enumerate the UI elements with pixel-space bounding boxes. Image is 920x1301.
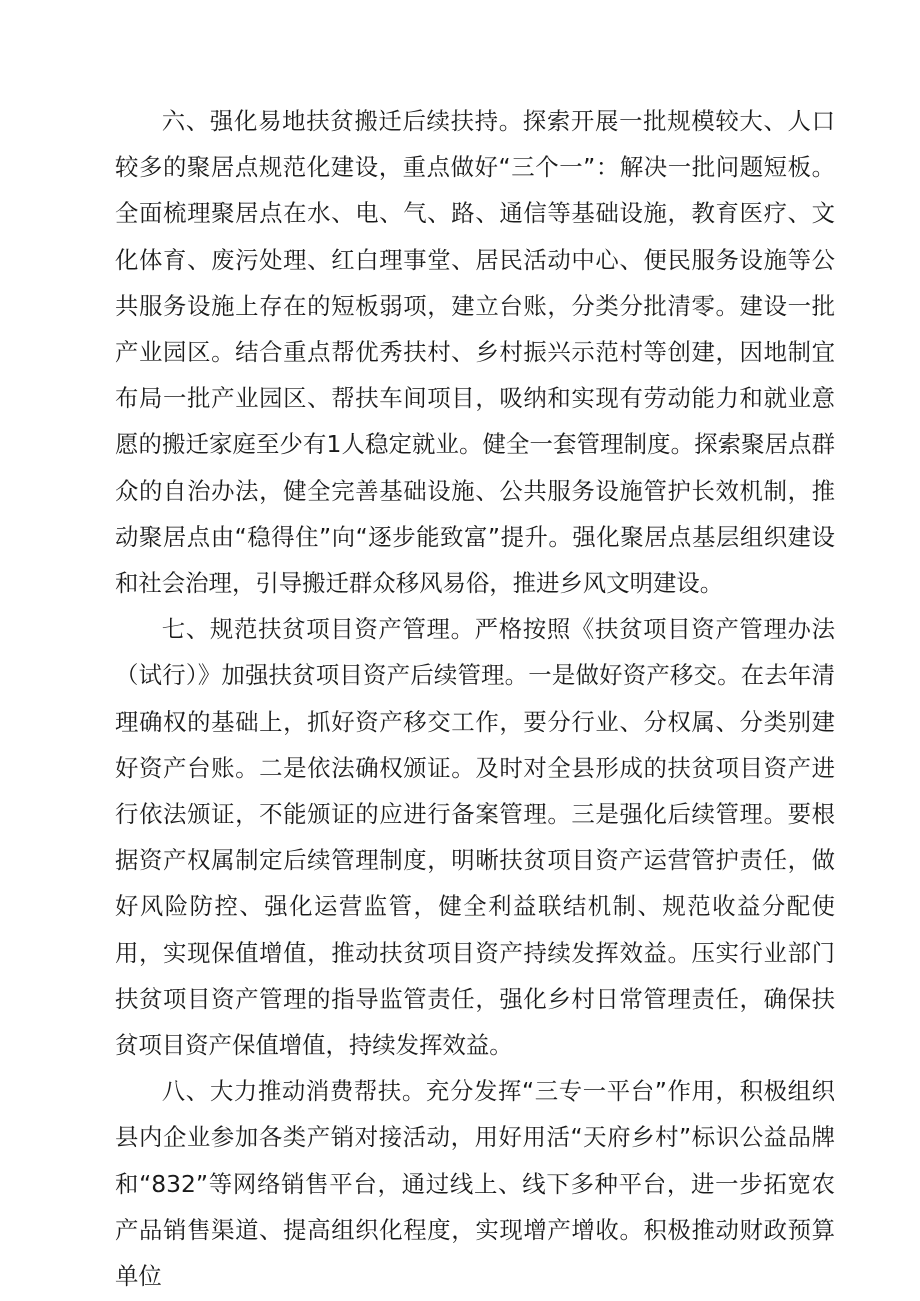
paragraph-asset-management: 七、规范扶贫项目资产管理。严格按照《扶贫项目资产管理办法（试行）》加强扶贫项目资产后续管理。一是做好资产移交。在去年清理确权的基础上，抓好资产移交工作，要分行业、分权属、分类别建好资产台账。二是依法确权颁证。及时对全县形成的扶贫项目资产进行依法颁证，不能颁证的应进行备案管理。三是强化后续管理。要根据资产权属制定后续管理制度，明晰扶贫项目资产运营管护责任，做好风险防控、强化运营监管，健全利益联结机制、规范收益分配使用，实现保值增值，推动扶贫项目资产持续发挥效益。压实行业部门扶贫项目资产管理的指导监管责任，强化乡村日常管理责任，确保扶贫项目资产保值增值，持续发挥效益。	[115, 615, 835, 1060]
paragraph-consumption-support: 八、大力推动消费帮扶。充分发挥“三专一平台”作用，积极组织县内企业参加各类产销对接活动，用好用活“天府乡村”标识公益品牌和“832”等网络销售平台，通过线上、线下多种平台，进一步拓宽农产品销售渠道、提高组织化程度，实现增产增收。积极推动财政预算单位	[115, 1077, 835, 1291]
document-body	[115, 98, 835, 1299]
paragraph-relocation-support: 六、强化易地扶贫搬迁后续扶持。探索开展一批规模较大、人口较多的聚居点规范化建设，重点做好“三个一”：解决一批问题短板。全面梳理聚居点在水、电、气、路、通信等基础设施，教育医疗、文化体育、废污处理、红白理事堂、居民活动中心、便民服务设施等公共服务设施上存在的短板弱项，建立台账，分类分批清零。建设一批产业园区。结合重点帮优秀扶村、乡村振兴示范村等创建，因地制宜布局一批产业园区、帮扶车间项目，吸纳和实现有劳动能力和就业意愿的搬迁家庭至少有1人稳定就业。健全一套管理制度。探索聚居点群众的自治办法，健全完善基础设施、公共服务设施管护长效机制，推动聚居点由“稳得住”向“逐步能致富”提升。强化聚居点基层组织建设和社会治理，引导搬迁群众移风易俗，推进乡风文明建设。	[115, 107, 835, 598]
